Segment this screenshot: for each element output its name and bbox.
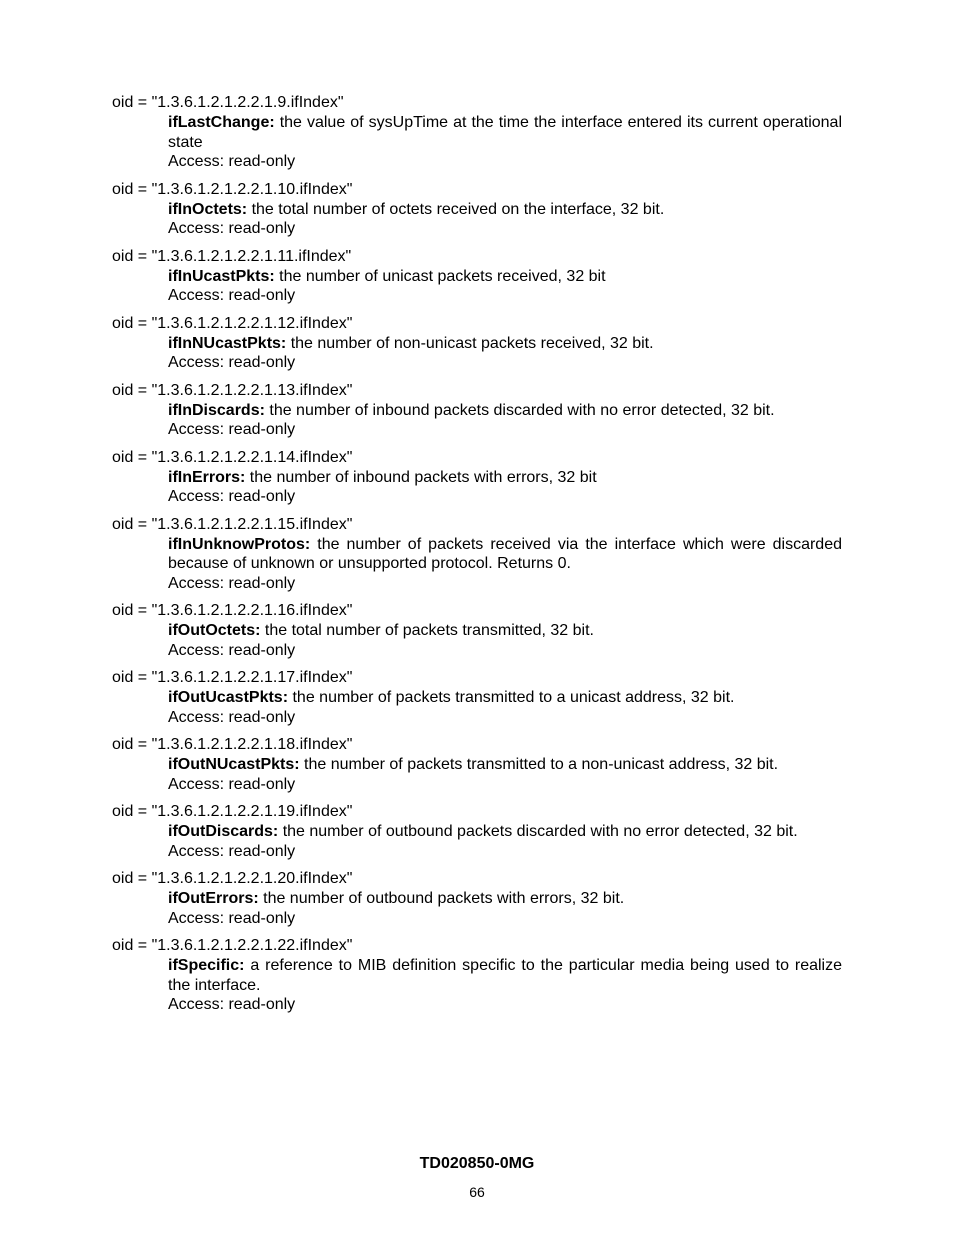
entry-description	[168, 822, 842, 842]
object-name: ifInOctets:	[168, 200, 248, 218]
mib-entry	[112, 180, 842, 239]
entry-description	[168, 535, 842, 574]
mib-entry	[112, 668, 842, 727]
entry-body	[168, 688, 842, 727]
object-name: ifOutUcastPkts:	[168, 689, 289, 706]
oid-line: oid = "1.3.6.1.2.1.2.2.1.19.ifIndex"	[112, 803, 353, 820]
object-description: a reference to MIB definition specific to the particular media being used to realize the interface.	[168, 957, 842, 994]
object-name: ifLastChange:	[168, 114, 275, 131]
access-line: Access: read-only	[168, 354, 296, 371]
entry-description	[168, 200, 842, 220]
oid-line: oid = "1.3.6.1.2.1.2.2.1.17.ifIndex"	[112, 669, 353, 686]
entry-description	[168, 267, 842, 287]
entry-description	[168, 621, 842, 641]
entry-body	[168, 889, 842, 928]
mib-entry	[112, 381, 842, 440]
object-name: ifInErrors:	[168, 468, 246, 486]
oid-line: oid = "1.3.6.1.2.1.2.2.1.10.ifIndex"	[112, 180, 353, 198]
access-line: Access: read-only	[168, 996, 296, 1013]
entry-body	[168, 200, 842, 239]
oid-line: oid = "1.3.6.1.2.1.2.2.1.20.ifIndex"	[112, 870, 353, 887]
object-name: ifInUnknowProtos:	[168, 535, 311, 553]
object-name: ifSpecific:	[168, 957, 245, 974]
object-description: the total number of packets transmitted, 32 bit.	[260, 622, 594, 639]
entry-body	[168, 334, 842, 373]
entry-body	[168, 956, 842, 1015]
object-description: the total number of octets received on the interface, 32 bit.	[247, 200, 665, 218]
object-name: ifOutErrors:	[168, 890, 259, 907]
object-description: the number of packets received via the interface which were discarded because of unknown or unsupported protocol. Returns 0.	[168, 535, 842, 572]
mib-entry	[112, 802, 842, 861]
object-name: ifOutNUcastPkts:	[168, 756, 300, 773]
page-number: 66	[469, 1184, 485, 1200]
mib-entry	[112, 936, 842, 1015]
oid-line: oid = "1.3.6.1.2.1.2.2.1.22.ifIndex"	[112, 937, 353, 954]
entry-description	[168, 401, 842, 421]
object-description: the number of inbound packets discarded with no error detected, 32 bit.	[264, 401, 775, 419]
document-id: TD020850-0MG	[419, 1155, 535, 1172]
entry-body	[168, 113, 842, 172]
access-line: Access: read-only	[168, 220, 296, 237]
object-name: ifInNUcastPkts:	[168, 334, 287, 352]
oid-line: oid = "1.3.6.1.2.1.2.2.1.12.ifIndex"	[112, 314, 353, 332]
object-description: the number of non-unicast packets received, 32 bit.	[286, 334, 654, 352]
access-line: Access: read-only	[168, 641, 296, 659]
object-description: the number of outbound packets discarded with no error detected, 32 bit.	[278, 823, 798, 840]
mib-entry	[112, 448, 842, 507]
entry-body	[168, 755, 842, 794]
mib-entry	[112, 869, 842, 928]
entry-description	[168, 688, 842, 708]
oid-line: oid = "1.3.6.1.2.1.2.2.1.16.ifIndex"	[112, 602, 353, 619]
mib-entry-list	[112, 93, 842, 1023]
entry-body	[168, 468, 842, 507]
object-description: the value of sysUpTime at the time the interface entered its current operational state	[168, 114, 842, 151]
mib-entry	[112, 314, 842, 373]
mib-entry	[112, 93, 842, 172]
access-line: Access: read-only	[168, 287, 296, 304]
entry-description	[168, 334, 842, 354]
oid-line: oid = "1.3.6.1.2.1.2.2.1.9.ifIndex"	[112, 94, 344, 111]
entry-body	[168, 267, 842, 306]
object-description: the number of outbound packets with errors, 32 bit.	[258, 890, 625, 907]
object-name: ifOutDiscards:	[168, 823, 279, 840]
mib-entry	[112, 247, 842, 306]
oid-line: oid = "1.3.6.1.2.1.2.2.1.13.ifIndex"	[112, 381, 353, 399]
entry-body	[168, 822, 842, 861]
object-name: ifOutOctets:	[168, 622, 261, 639]
entry-description	[168, 956, 842, 995]
access-line: Access: read-only	[168, 421, 296, 438]
mib-entry	[112, 515, 842, 594]
object-description: the number of unicast packets received, 32 bit	[274, 267, 606, 285]
object-name: ifInUcastPkts:	[168, 267, 275, 285]
access-line: Access: read-only	[168, 909, 296, 927]
access-line: Access: read-only	[168, 708, 296, 726]
entry-body	[168, 621, 842, 660]
entry-description	[168, 755, 842, 775]
oid-line: oid = "1.3.6.1.2.1.2.2.1.18.ifIndex"	[112, 736, 353, 753]
entry-description	[168, 889, 842, 909]
object-description: the number of packets transmitted to a non-unicast address, 32 bit.	[299, 756, 779, 773]
object-description: the number of packets transmitted to a unicast address, 32 bit.	[288, 689, 735, 706]
access-line: Access: read-only	[168, 574, 296, 592]
object-name: ifInDiscards:	[168, 401, 265, 419]
access-line: Access: read-only	[168, 488, 296, 505]
oid-line: oid = "1.3.6.1.2.1.2.2.1.15.ifIndex"	[112, 515, 353, 533]
mib-entry	[112, 735, 842, 794]
entry-body	[168, 401, 842, 440]
mib-entry	[112, 601, 842, 660]
object-description: the number of inbound packets with errors, 32 bit	[245, 468, 597, 486]
access-line: Access: read-only	[168, 842, 296, 860]
entry-description	[168, 113, 842, 152]
entry-body	[168, 535, 842, 594]
access-line: Access: read-only	[168, 775, 296, 793]
oid-line: oid = "1.3.6.1.2.1.2.2.1.11.ifIndex"	[112, 247, 352, 265]
entry-description	[168, 468, 842, 488]
oid-line: oid = "1.3.6.1.2.1.2.2.1.14.ifIndex"	[112, 448, 353, 466]
access-line: Access: read-only	[168, 153, 296, 170]
